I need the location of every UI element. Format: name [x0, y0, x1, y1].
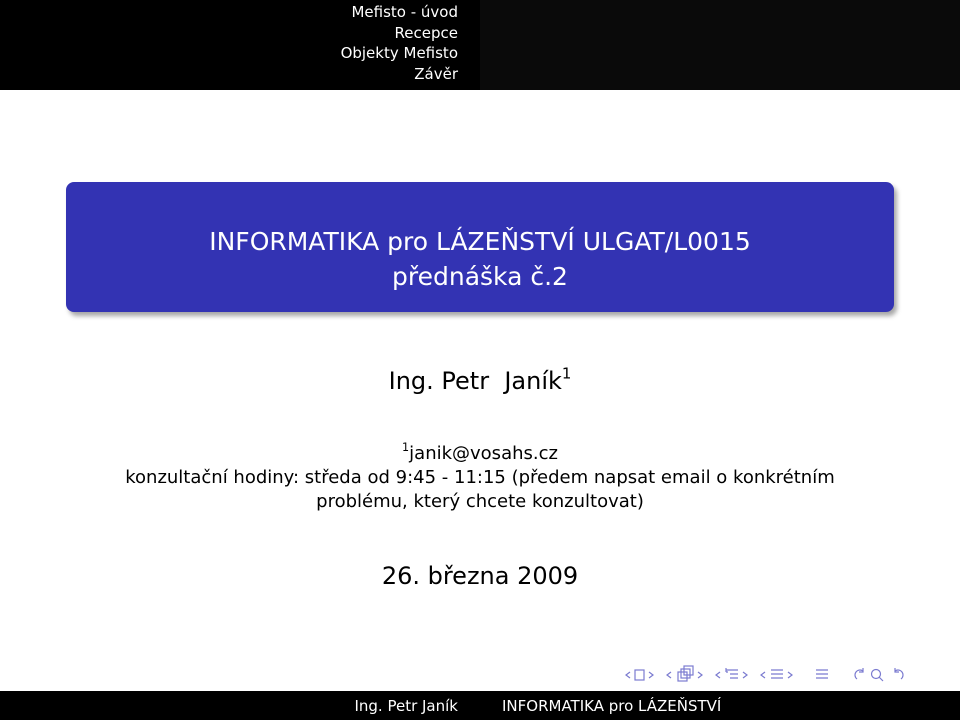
nav-prev-frame-icon[interactable]	[626, 672, 630, 678]
nav-next-section-icon[interactable]	[788, 672, 792, 678]
institute	[0, 442, 960, 514]
title-block	[66, 182, 894, 312]
subsection-nav	[480, 0, 960, 90]
nav-prev-slide-icon[interactable]	[667, 672, 671, 678]
navigation-symbols	[620, 664, 940, 686]
footer-bar	[0, 691, 960, 720]
nav-frame-icon[interactable]	[635, 670, 644, 680]
nav-section-recepce[interactable]: Recepce	[394, 23, 458, 42]
consultation-hours: konzultační hodiny: středa od 9:45 - 11:15 (předem napsat email o konkrétním	[125, 467, 835, 488]
nav-appendix-icon[interactable]	[816, 670, 828, 678]
footer-title: INFORMATIKA pro LÁZEŇSTVÍ	[502, 696, 722, 715]
nav-next-frame-icon[interactable]	[649, 672, 653, 678]
nav-section-mefisto-uvod[interactable]: Mefisto - úvod	[351, 3, 458, 21]
nav-section-objekty-mefisto[interactable]: Objekty Mefisto	[340, 44, 458, 62]
nav-section-zaver[interactable]: Závěr	[414, 64, 458, 83]
author-name: Ing. Petr Janík	[388, 367, 562, 395]
nav-search-icon[interactable]	[872, 670, 884, 682]
nav-next-slide-icon[interactable]	[698, 672, 702, 678]
header-bar	[0, 0, 960, 90]
presentation-date: 26. března 2009	[381, 562, 579, 590]
presentation-subtitle: přednáška č.2	[392, 262, 568, 291]
nav-section-icon[interactable]	[771, 670, 783, 678]
nav-search-forward-icon[interactable]	[895, 668, 903, 679]
nav-slide-icon[interactable]	[678, 666, 693, 681]
author-footnote-mark: 1	[561, 364, 572, 383]
section-nav	[0, 0, 480, 90]
nav-search-back-icon[interactable]	[855, 668, 863, 679]
contact-email-line	[0, 442, 960, 466]
contact-email: janik@vosahs.cz	[409, 443, 558, 464]
nav-prev-subsection-icon[interactable]	[716, 672, 720, 678]
presentation-title: INFORMATIKA pro LÁZEŇSTVÍ ULGAT/L0015	[209, 227, 751, 256]
nav-next-subsection-icon[interactable]	[743, 672, 747, 678]
author	[0, 366, 960, 396]
nav-prev-section-icon[interactable]	[761, 672, 765, 678]
consultation-hours-cont: problému, který chcete konzultovat)	[316, 491, 644, 512]
institute-footnote-mark: 1	[402, 441, 410, 455]
nav-subsection-icon[interactable]	[726, 668, 738, 678]
footer-author: Ing. Petr Janík	[354, 696, 458, 715]
